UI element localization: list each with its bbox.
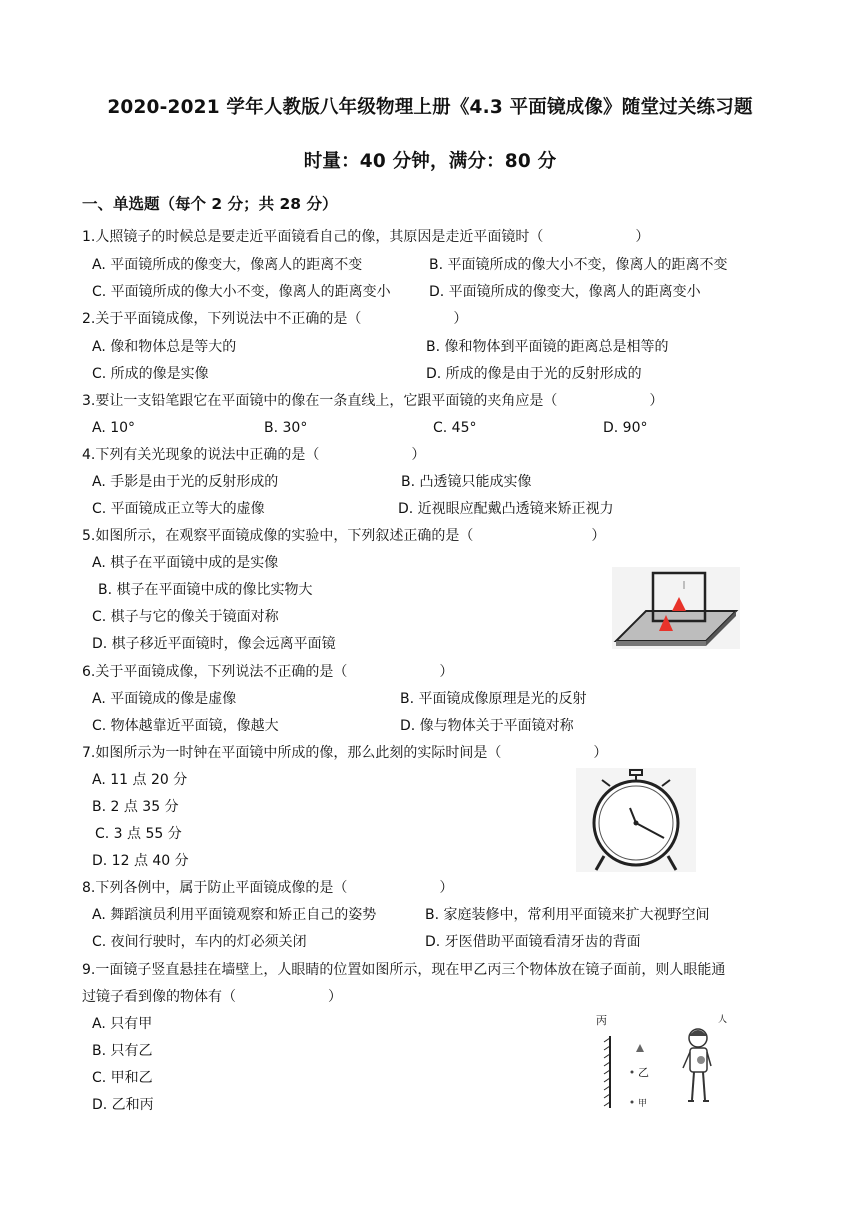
label-jia: 甲: [638, 1099, 648, 1109]
q9-option-a: A. 只有甲: [92, 1016, 153, 1032]
mirror-experiment-figure: [612, 567, 740, 649]
q3-option-d: D. 90°: [603, 420, 648, 436]
q8-option-d: D. 牙医借助平面镜看清牙齿的背面: [425, 934, 641, 950]
q6-option-b: B. 平面镜成像原理是光的反射: [400, 691, 587, 707]
question-4-stem: 4.下列有关光现象的说法中正确的是（ ）: [82, 447, 426, 463]
page-subtitle: 时量：40 分钟，满分：80 分: [303, 151, 557, 172]
question-2-stem: 2.关于平面镜成像，下列说法中不正确的是（ ）: [82, 311, 468, 327]
q7-option-b: B. 2 点 35 分: [92, 799, 179, 815]
q5-option-d: D. 棋子移近平面镜时，像会远离平面镜: [92, 636, 336, 652]
wall-mirror-figure: [590, 1008, 740, 1114]
question-5-stem: 5.如图所示，在观察平面镜成像的实验中，下列叙述正确的是（ ）: [82, 528, 606, 544]
q2-option-d: D. 所成的像是由于光的反射形成的: [426, 366, 642, 382]
q4-option-d: D. 近视眼应配戴凸透镜来矫正视力: [398, 501, 614, 517]
q8-option-b: B. 家庭装修中，常利用平面镜来扩大视野空间: [425, 907, 710, 923]
label-bing: 丙: [596, 1014, 607, 1027]
q5-option-b: B. 棋子在平面镜中成的像比实物大: [98, 582, 313, 598]
q1-option-d: D. 平面镜所成的像变大，像离人的距离变小: [429, 284, 701, 300]
q2-option-c: C. 所成的像是实像: [92, 366, 209, 382]
q1-option-b: B. 平面镜所成的像大小不变，像离人的距离不变: [429, 257, 728, 273]
question-6-stem: 6.关于平面镜成像，下列说法不正确的是（ ）: [82, 664, 454, 680]
q7-option-c: C. 3 点 55 分: [95, 826, 182, 842]
q3-option-b: B. 30°: [264, 420, 308, 436]
q9-option-b: B. 只有乙: [92, 1043, 153, 1059]
question-8-stem: 8.下列各例中，属于防止平面镜成像的是（ ）: [82, 880, 454, 896]
q6-option-a: A. 平面镜成的像是虚像: [92, 691, 237, 707]
q4-option-a: A. 手影是由于光的反射形成的: [92, 474, 279, 490]
object-jia-marker: [631, 1101, 634, 1104]
q1-option-c: C. 平面镜所成的像大小不变，像离人的距离变小: [92, 284, 391, 300]
q9-option-d: D. 乙和丙: [92, 1097, 154, 1113]
question-9-stem: 9.一面镜子竖直悬挂在墙壁上，人眼睛的位置如图所示，现在甲乙丙三个物体放在镜子面前，则人眼能通: [82, 962, 726, 978]
clock-figure: [576, 768, 696, 872]
q5-option-c: C. 棋子与它的像关于镜面对称: [92, 609, 279, 625]
section-heading: 一、单选题（每个 2 分；共 28 分）: [82, 195, 338, 213]
question-3-stem: 3.要让一支铅笔跟它在平面镜中的像在一条直线上，它跟平面镜的夹角应是（ ）: [82, 393, 664, 409]
question-7-stem: 7.如图所示为一时钟在平面镜中所成的像，那么此刻的实际时间是（ ）: [82, 745, 608, 761]
label-ren: 人: [718, 1015, 728, 1025]
q9-option-c: C. 甲和乙: [92, 1070, 153, 1086]
q2-option-a: A. 像和物体总是等大的: [92, 339, 237, 355]
q4-option-c: C. 平面镜成正立等大的虚像: [92, 501, 265, 517]
q3-option-a: A. 10°: [92, 420, 136, 436]
q6-option-d: D. 像与物体关于平面镜对称: [400, 718, 574, 734]
person-figure: [683, 1029, 711, 1101]
q7-option-a: A. 11 点 20 分: [92, 772, 188, 788]
label-yi: 乙: [638, 1066, 649, 1079]
q4-option-b: B. 凸透镜只能成实像: [401, 474, 532, 490]
q8-option-c: C. 夜间行驶时，车内的灯必须关闭: [92, 934, 307, 950]
q6-option-c: C. 物体越靠近平面镜，像越大: [92, 718, 279, 734]
question-1-stem: 1.人照镜子的时候总是要走近平面镜看自己的像，其原因是走近平面镜时（ ）: [82, 229, 650, 245]
object-yi-marker: [631, 1071, 634, 1074]
q7-option-d: D. 12 点 40 分: [92, 853, 189, 869]
q5-option-a: A. 棋子在平面镜中成的是实像: [92, 555, 279, 571]
q2-option-b: B. 像和物体到平面镜的距离总是相等的: [426, 339, 669, 355]
q3-option-c: C. 45°: [433, 420, 477, 436]
page-title: 2020-2021 学年人教版八年级物理上册《4.3 平面镜成像》随堂过关练习题: [107, 97, 753, 118]
question-9-stem-cont: 过镜子看到像的物体有（ ）: [82, 989, 342, 1005]
q1-option-a: A. 平面镜所成的像变大，像离人的距离不变: [92, 257, 363, 273]
object-bing-marker: [636, 1044, 644, 1052]
q8-option-a: A. 舞蹈演员利用平面镜观察和矫正自己的姿势: [92, 907, 377, 923]
